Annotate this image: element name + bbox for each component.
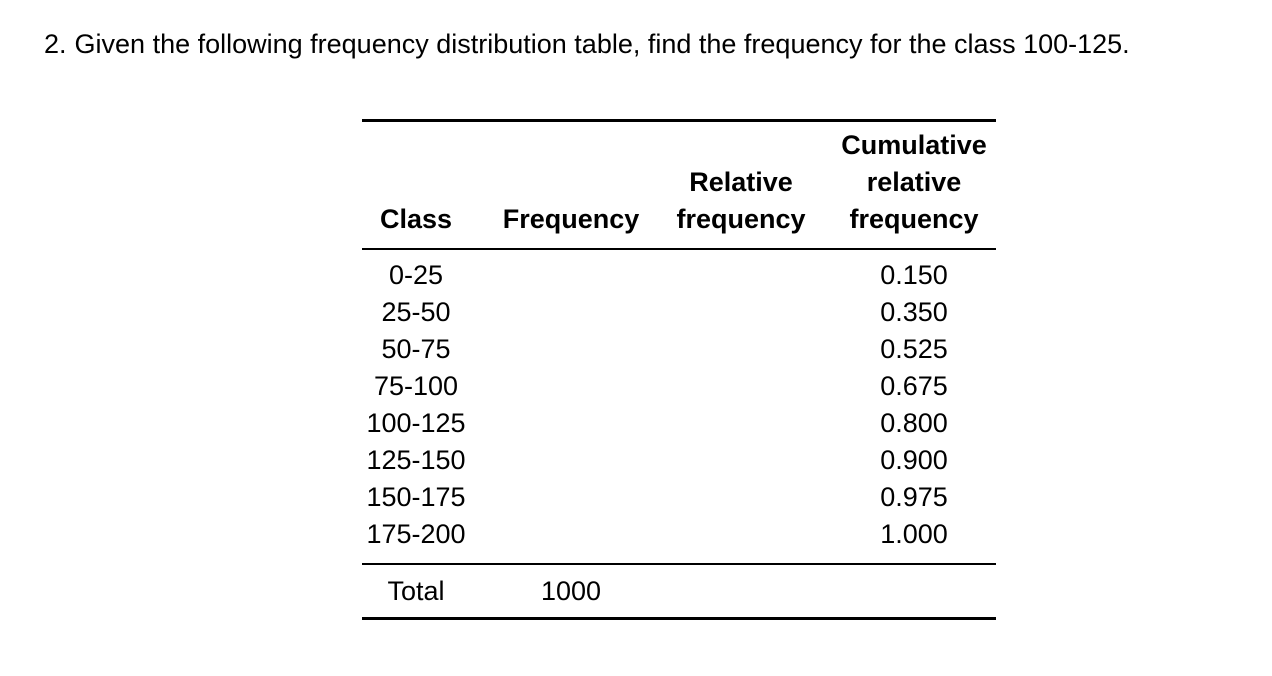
cell-class: 50-75 <box>381 334 451 364</box>
cell-class: 100-125 <box>366 408 466 438</box>
total-label: Total <box>387 576 445 606</box>
cell-cumulative: 0.975 <box>880 482 948 512</box>
cell-cumulative: 0.800 <box>880 408 948 438</box>
cell-class: 175-200 <box>366 519 466 549</box>
table-row <box>362 257 996 294</box>
cell-cumulative: 0.900 <box>880 445 948 475</box>
table-row <box>362 368 996 405</box>
table-bottom-rule <box>362 617 996 620</box>
cell-cumulative: 0.350 <box>880 297 948 327</box>
table-row <box>362 405 996 442</box>
header-frequency: Frequency <box>502 204 640 234</box>
table-row <box>362 516 996 553</box>
frequency-distribution-table <box>362 119 996 620</box>
header-class: Class <box>379 204 453 234</box>
cell-class: 150-175 <box>366 482 466 512</box>
cell-cumulative: 0.675 <box>880 371 948 401</box>
total-frequency: 1000 <box>540 576 602 606</box>
question-text <box>44 27 1130 61</box>
cell-cumulative: 1.000 <box>880 519 948 549</box>
table-total-row <box>362 565 996 617</box>
table-row <box>362 294 996 331</box>
table-row <box>362 442 996 479</box>
table-row <box>362 479 996 516</box>
question-number: 2. <box>44 29 67 59</box>
table-body <box>362 250 996 563</box>
cell-class: 25-50 <box>381 297 451 327</box>
cell-class: 125-150 <box>366 445 466 475</box>
header-relative-frequency: Relative frequency <box>676 167 806 234</box>
table-header <box>362 122 996 248</box>
cell-class: 75-100 <box>373 371 459 401</box>
table-row <box>362 331 996 368</box>
header-cumulative-relative-frequency: Cumulative relative frequency <box>841 130 987 234</box>
cell-class: 0-25 <box>388 260 444 290</box>
cell-cumulative: 0.525 <box>880 334 948 364</box>
cell-cumulative: 0.150 <box>880 260 948 290</box>
question-body: Given the following frequency distribution table, find the frequency for the class 100-125. <box>74 29 1130 59</box>
